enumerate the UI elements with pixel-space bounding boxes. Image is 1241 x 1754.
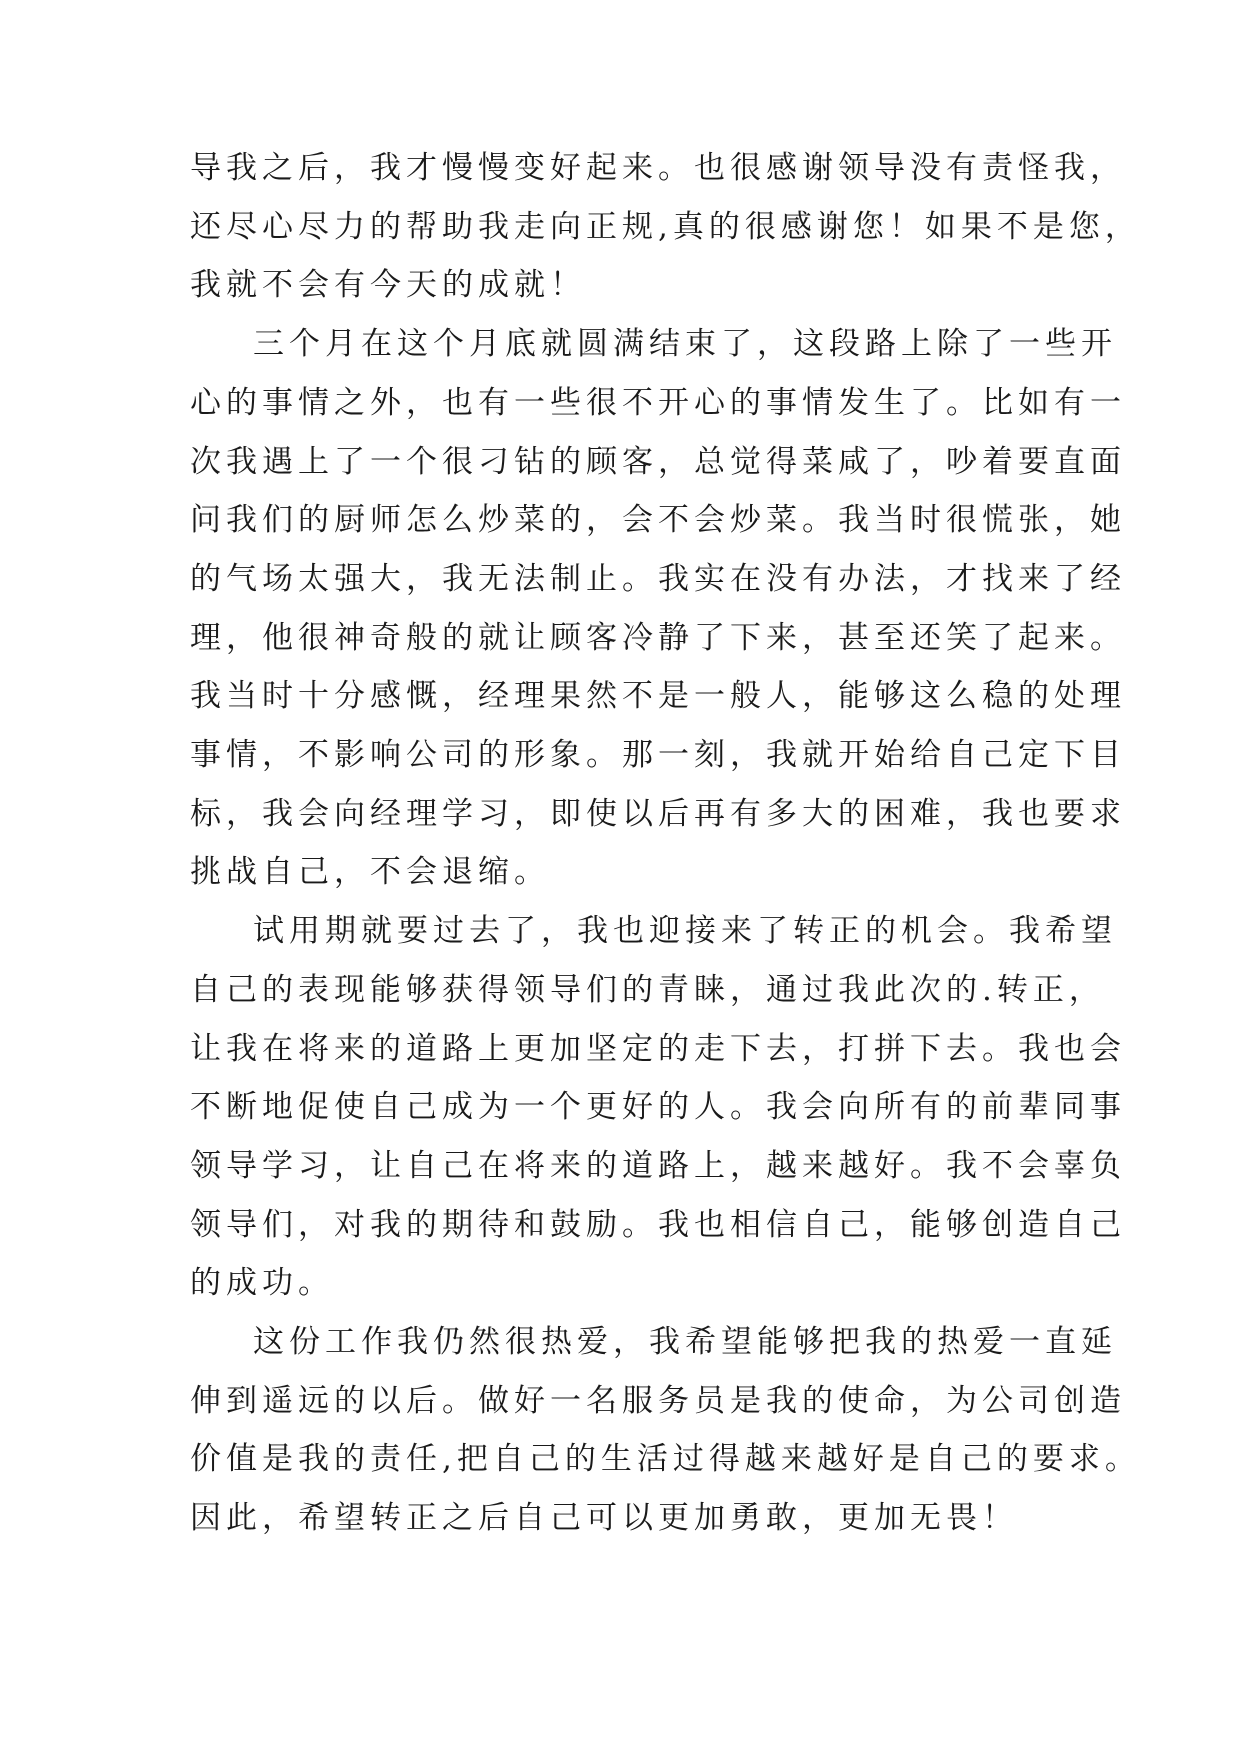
text-line: 伸到遥远的以后。做好一名服务员是我的使命，为公司创造 — [190, 1383, 1126, 1419]
text-line: 心的事情之外，也有一些很不开心的事情发生了。比如有一 — [190, 385, 1126, 421]
text-line: 次我遇上了一个很刁钻的顾客，总觉得菜咸了，吵着要直面 — [190, 444, 1126, 480]
text-line: 三个月在这个月底就圆满结束了，这段路上除了一些开 — [253, 326, 1117, 362]
text-line: 标，我会向经理学习，即使以后再有多大的困难，我也要求 — [190, 796, 1126, 832]
text-line: 自己的表现能够获得领导们的青睐，通过我此次的.转正， — [190, 972, 1105, 1008]
text-line: 让我在将来的道路上更加坚定的走下去，打拼下去。我也会 — [190, 1031, 1126, 1067]
text-line: 价值是我的责任,把自己的生活过得越来越好是自己的要求。 — [190, 1441, 1141, 1477]
text-line: 我当时十分感慨，经理果然不是一般人，能够这么稳的处理 — [190, 678, 1126, 714]
text-line: 领导学习，让自己在将来的道路上，越来越好。我不会辜负 — [190, 1148, 1126, 1184]
text-line: 这份工作我仍然很热爱，我希望能够把我的热爱一直延 — [253, 1324, 1117, 1360]
text-line: 试用期就要过去了，我也迎接来了转正的机会。我希望 — [253, 913, 1117, 949]
text-line: 我就不会有今天的成就！ — [190, 267, 586, 303]
text-line: 问我们的厨师怎么炒菜的，会不会炒菜。我当时很慌张，她 — [190, 502, 1126, 538]
text-line: 不断地促使自己成为一个更好的人。我会向所有的前辈同事 — [190, 1089, 1126, 1125]
text-line: 因此，希望转正之后自己可以更加勇敢，更加无畏！ — [190, 1500, 1018, 1536]
text-line: 导我之后，我才慢慢变好起来。也很感谢领导没有责怪我， — [190, 150, 1126, 186]
text-line: 挑战自己，不会退缩。 — [190, 854, 550, 890]
text-line: 领导们，对我的期待和鼓励。我也相信自己，能够创造自己 — [190, 1207, 1126, 1243]
text-line: 还尽心尽力的帮助我走向正规,真的很感谢您！如果不是您， — [190, 209, 1141, 245]
text-line: 理，他很神奇般的就让顾客冷静了下来，甚至还笑了起来。 — [190, 620, 1126, 656]
text-line: 的成功。 — [190, 1265, 334, 1301]
text-line: 事情，不影响公司的形象。那一刻，我就开始给自己定下目 — [190, 737, 1126, 773]
text-line: 的气场太强大，我无法制止。我实在没有办法，才找来了经 — [190, 561, 1126, 597]
